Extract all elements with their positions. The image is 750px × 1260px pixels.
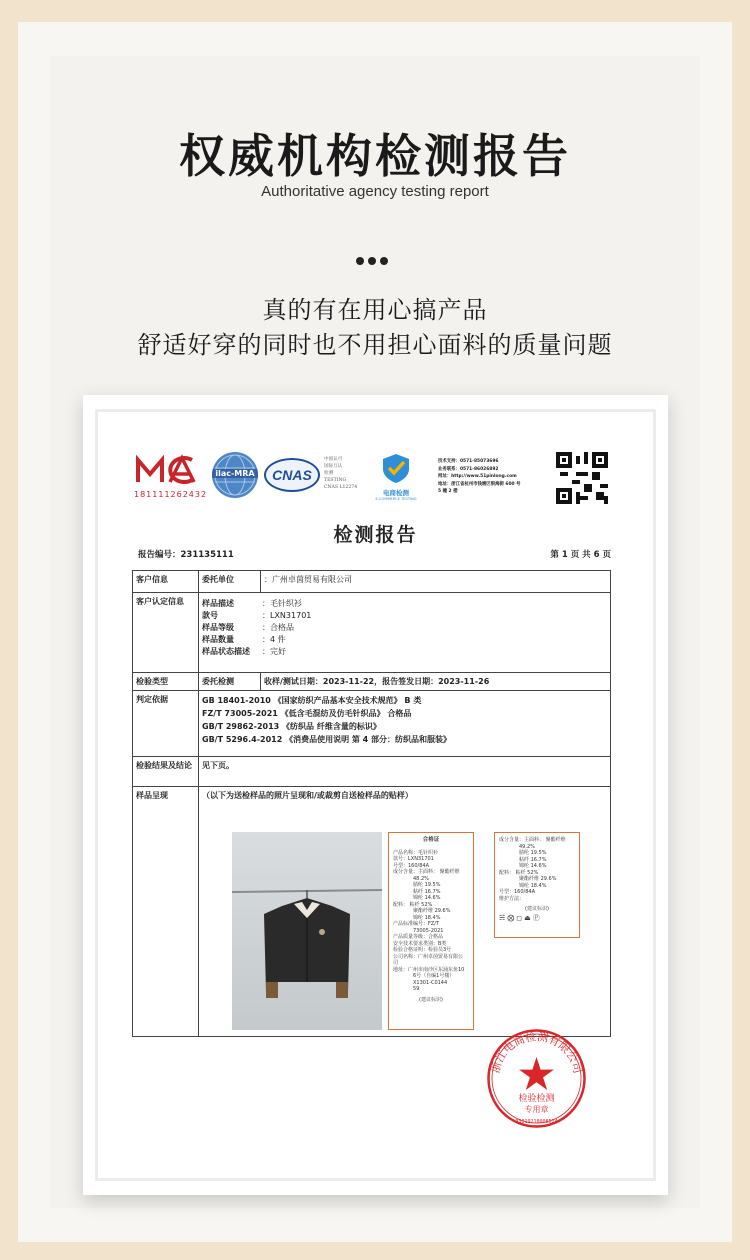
tag-line: 腈纶 19.5% xyxy=(519,850,547,856)
tag-line: 产品名称：毛针织衫 xyxy=(393,849,439,856)
tag-line: 粘纤 16.7% xyxy=(519,856,547,863)
tag-line: 成分含量：主面料： 聚酯纤维 xyxy=(499,837,566,843)
tag-line: 号型：160/84A xyxy=(499,889,536,895)
dry-icon: ◻ xyxy=(516,913,525,922)
tag-line: 48.2% xyxy=(413,875,429,882)
ecommerce-testing-logo: 电商检测 E-COMMERCE TESTING xyxy=(364,452,428,502)
care-symbols xyxy=(499,915,575,922)
tag-line: 锦纶 14.6% xyxy=(519,863,547,869)
table-row: 客户信息 委托单位 ：广州卓茵贸易有限公司 xyxy=(133,571,611,593)
tag-line: 配料： 粘纤 52% xyxy=(499,869,539,876)
tag-line: 聚酯纤维 29.6% xyxy=(413,908,451,914)
tag-line: 款号：LXN31701 xyxy=(393,856,434,862)
tag-line: 锦纶 18.4% xyxy=(519,882,547,889)
svg-text:专用章: 专用章 xyxy=(524,1105,549,1114)
tag-line: 73005-2021 xyxy=(413,927,444,934)
logo-row xyxy=(132,452,612,502)
subtitle-line-2: 舒适好穿的同时也不用担心面料的质量问题 xyxy=(137,331,613,359)
table-row: 检验结果及结论 见下页。 xyxy=(133,757,611,787)
table-row: 样品呈现 （以下为送检样品的照片呈现和/或裁剪自送检样品的贴样） xyxy=(133,787,611,1037)
table-row: 检验类型 委托检测 收样/测试日期：2023-11-22，报告签发日期：2023-11-26 xyxy=(133,673,611,691)
report-number: 报告编号：231135111 xyxy=(138,550,234,560)
cma-logo xyxy=(134,454,208,499)
sample-info-list: 样品描述 ：毛针织衫 款号 ：LXN31701 样品等级 ：合格品 样品数量 ：4 件 样品状态描述 ：完好 xyxy=(202,599,312,656)
report-document xyxy=(118,430,633,1160)
tag-line: 产品质量等级：合格品 xyxy=(393,934,444,940)
iron-icon: ⏏ xyxy=(524,913,533,922)
page-title-english: Authoritative agency testing report xyxy=(261,183,489,200)
tag-line: 粘纤 16.7% xyxy=(413,888,441,895)
contact-block: 技术支持：0571-85073696 业务联系：0571-86026892 网址：http://www.51pinlong.com 地址：浙江省杭州市钱塘区银海街 600 号 5 幢 2 楼 xyxy=(438,459,521,495)
tag-line: (建议标识) xyxy=(419,996,443,1003)
tag-line: 成分含量：主面料： 聚酯纤维 xyxy=(393,869,460,875)
tag-line: 维护方法： xyxy=(499,895,525,902)
svg-text:检验检测: 检验检测 xyxy=(518,1094,555,1104)
tag-line: 检验合格证明：检验员3号 xyxy=(393,947,452,953)
tag-line: 地址：广州市南沙区东涌东鱼10 xyxy=(393,966,465,973)
tag-line: 产品标准编号：FZ/T xyxy=(393,921,440,927)
tag-line: 安全技术要求类别：B类 xyxy=(393,940,447,947)
tag-line: 6号（自编1号楼）X1301-C0144 xyxy=(413,973,455,986)
page-title: 权威机构检测报告 xyxy=(179,129,571,183)
tag-left-lines xyxy=(393,850,469,1004)
dry-clean-icon: Ⓟ xyxy=(532,913,542,922)
tag-line: 聚酯纤维 29.6% xyxy=(519,876,557,882)
cnas-logo: CNAS xyxy=(264,458,320,494)
qr-code xyxy=(556,452,608,504)
tag-line: 腈纶 19.5% xyxy=(413,882,441,888)
tag-line: 配料： 粘纤 52% xyxy=(393,901,433,908)
dots-divider xyxy=(356,250,396,258)
official-seal xyxy=(485,1027,588,1130)
cma-number: 181111262432 xyxy=(134,490,208,499)
tag-line: 锦纶 14.6% xyxy=(413,895,441,901)
ilac-mra-logo: ilac-MRA xyxy=(212,452,258,498)
tag-right-lines xyxy=(499,837,575,913)
svg-text:浙江电商检测有限公司: 浙江电商检测有限公司 xyxy=(488,1030,585,1075)
wash-icon: ☵ xyxy=(499,913,508,922)
report-title: 检测报告 xyxy=(333,524,418,546)
svg-text:33019210008524: 33019210008524 xyxy=(515,1119,558,1125)
tag-line: 公司名称：广州卓茵贸易有限公 xyxy=(393,953,464,960)
hang-tag-left: 合格证 产品名称：毛针织衫 款号：LXN31701 号型：160/84A 成分含量：主面料： 聚酯纤维 48.2% 腈纶 19.5% 粘纤 16.7% 锦纶 14.6% 配料： 粘纤 52% 聚酯纤维 29.6% 锦纶 18.4% 产品标准编号：FZ/T 73005-2021 产品质量等级：合格品 安全技术要求类别：B类 检验合格证明：检验员3号 公司名称：广州卓茵贸易有限公 司 地址：广州市南沙区东涌东鱼10 6号（自编1号楼）X1301-C0144 59 (建议标识) xyxy=(388,832,474,1030)
no-bleach-icon: ⨂ xyxy=(507,913,517,922)
shield-check-icon xyxy=(379,452,413,484)
page-count: 第 1 页 共 6 页 xyxy=(550,550,611,560)
tag-line: 59 xyxy=(413,986,420,992)
table-row: 客户认定信息 样品描述 ：毛针织衫 款号 ：LXN31701 样品等级 ：合格品 样品数量 ：4 件 样品状态描述 ：完好 xyxy=(133,593,611,673)
tag-line: 司 xyxy=(393,960,399,966)
table-row: 判定依据 GB 18401-2010 《国家纺织产品基本安全技术规范》 B 类 FZ/T 73005-2021 《低含毛混纺及仿毛针织品》 合格品 GB/T 29862-2013 《纺织品 纤维含量的标识》 GB/T 5296.4-2012 《消费品使用说明 第 4 部分：纺织品和服装》 xyxy=(133,691,611,757)
tag-line: (建议标识) xyxy=(525,906,549,912)
sample-photo xyxy=(232,832,382,1030)
cnas-text-block: 中国认可 国际互认 检测 TESTING CNAS L12274 xyxy=(324,457,358,490)
tag-line: 锦纶 18.4% xyxy=(413,914,441,921)
tag-line: 49.2% xyxy=(519,843,535,850)
tag-line: 号型：160/84A xyxy=(393,862,430,869)
hang-tag-right xyxy=(494,832,580,938)
subtitle-line-1: 真的有在用心搞产品 xyxy=(262,296,488,324)
